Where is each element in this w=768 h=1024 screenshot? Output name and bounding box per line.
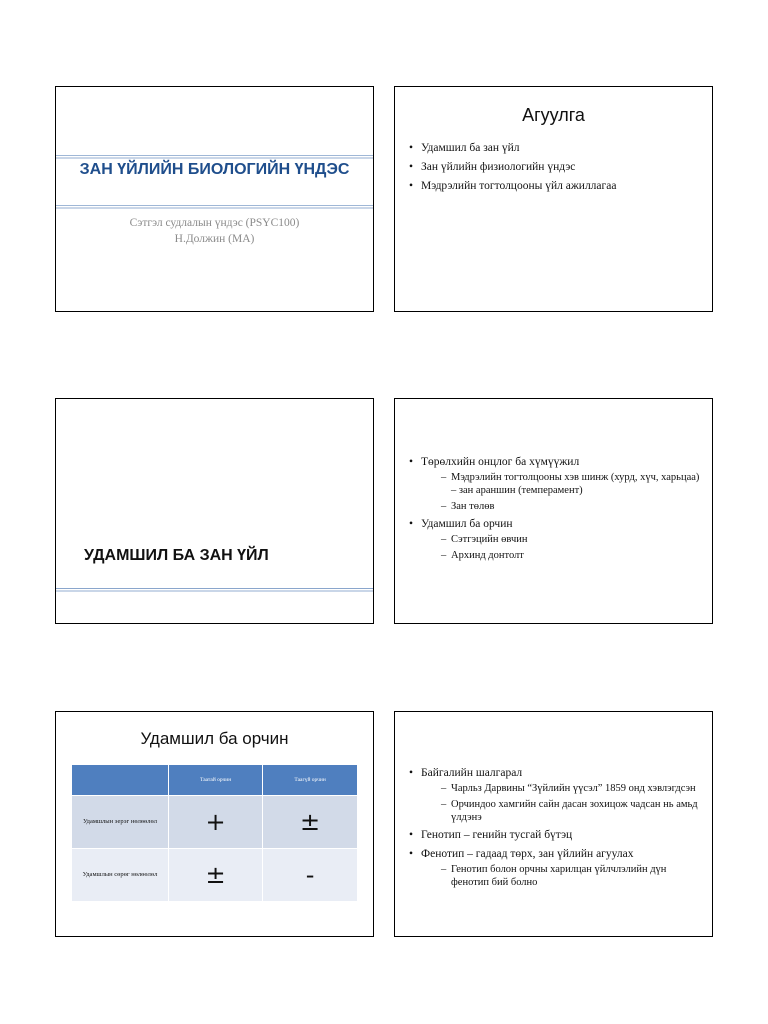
author-name: Н.Должин (MA): [174, 233, 255, 245]
list-item-text: Төрөлхийн онцлог ба хүмүүжил: [421, 456, 580, 468]
slide-heading: Удамшил ба орчин: [140, 729, 289, 748]
sub-list-item: – Архинд донтолт: [441, 549, 704, 562]
course-name: Сэтгэл судлалын үндэс (PSYC100): [129, 217, 300, 229]
list-item: [409, 517, 704, 562]
sub-list-item: – Зан төлөв: [441, 500, 704, 513]
top-rule: [56, 155, 373, 156]
table-cell: -: [263, 849, 358, 902]
presentation-title: ЗАН ҮЙЛИЙН БИОЛОГИЙН ҮНДЭС: [79, 161, 350, 178]
sub-list-item: – Мэдрэлийн тогтолцооны хэв шинж (хурд, хүч, харьцаа) – зан араншин (темперамент): [441, 471, 704, 497]
row-header: Удамшлын сөрөг нөлөөлөл: [72, 849, 169, 902]
table-cell: +: [169, 796, 263, 849]
table-corner-cell: [72, 765, 169, 796]
slide-nature-nurture: [394, 398, 713, 624]
slide-section-header: [55, 398, 374, 624]
list-item-text: Фенотип – гадаад төрх, зан үйлийн агуулах: [421, 848, 634, 860]
sub-list: [421, 863, 704, 889]
list-item-text: Байгалийн шалгарал: [421, 767, 523, 779]
table-cell: ±: [263, 796, 358, 849]
slide-contents: [394, 86, 713, 312]
sub-list: [421, 782, 704, 824]
section-rule-shadow: [56, 590, 373, 592]
column-header: Таатай орчин: [169, 765, 263, 796]
presentation-subtitle: [56, 215, 373, 247]
sub-list-item: – Генотип болон орчны харилцан үйлчлэлийн дүн фенотип бий болно: [441, 863, 704, 889]
contents-list: [409, 141, 704, 198]
table-row: [72, 849, 358, 902]
list-item-text: Генотип – генийн тусгай бүтэц: [421, 829, 573, 841]
table-header-row: [72, 765, 358, 796]
section-rule: [56, 588, 373, 589]
list-item: [409, 766, 704, 824]
slide-natural-selection: [394, 711, 713, 937]
list-item: [409, 847, 704, 889]
table-row: [72, 796, 358, 849]
bullet-list: [409, 455, 704, 566]
heredity-table: [71, 764, 358, 902]
sub-list-item: – Чарльз Дарвины “Зүйлийн үүсэл” 1859 онд хэвлэгдсэн: [441, 782, 704, 795]
slide-heredity-environment: [55, 711, 374, 937]
bottom-rule-shadow: [56, 207, 373, 209]
column-header: Таагүй орчин: [263, 765, 358, 796]
sub-list-item: – Орчиндоо хамгийн сайн дасан зохицож чадсан нь амьд үлдэнэ: [441, 798, 704, 824]
list-item: • Удамшил ба зан үйл: [409, 141, 704, 156]
section-title: УДАМШИЛ БА ЗАН ҮЙЛ: [84, 547, 269, 564]
bottom-rule: [56, 205, 373, 206]
sub-list-item: – Сэтгэцийн өвчин: [441, 533, 704, 546]
list-item: [409, 828, 704, 843]
list-item: • Мэдрэлийн тогтолцооны үйл ажиллагаа: [409, 179, 704, 194]
list-item: • Зан үйлийн физиологийн үндэс: [409, 160, 704, 175]
row-header: Удамшлын эерэг нөлөөлөл: [72, 796, 169, 849]
table-cell: ±: [169, 849, 263, 902]
sub-list: [421, 471, 704, 513]
slide-title-page: [55, 86, 374, 312]
slide-heading: Агуулга: [522, 105, 585, 125]
bullet-list: [409, 766, 704, 893]
list-item-text: Удамшил ба орчин: [421, 518, 513, 530]
list-item: [409, 455, 704, 513]
sub-list: [421, 533, 704, 562]
